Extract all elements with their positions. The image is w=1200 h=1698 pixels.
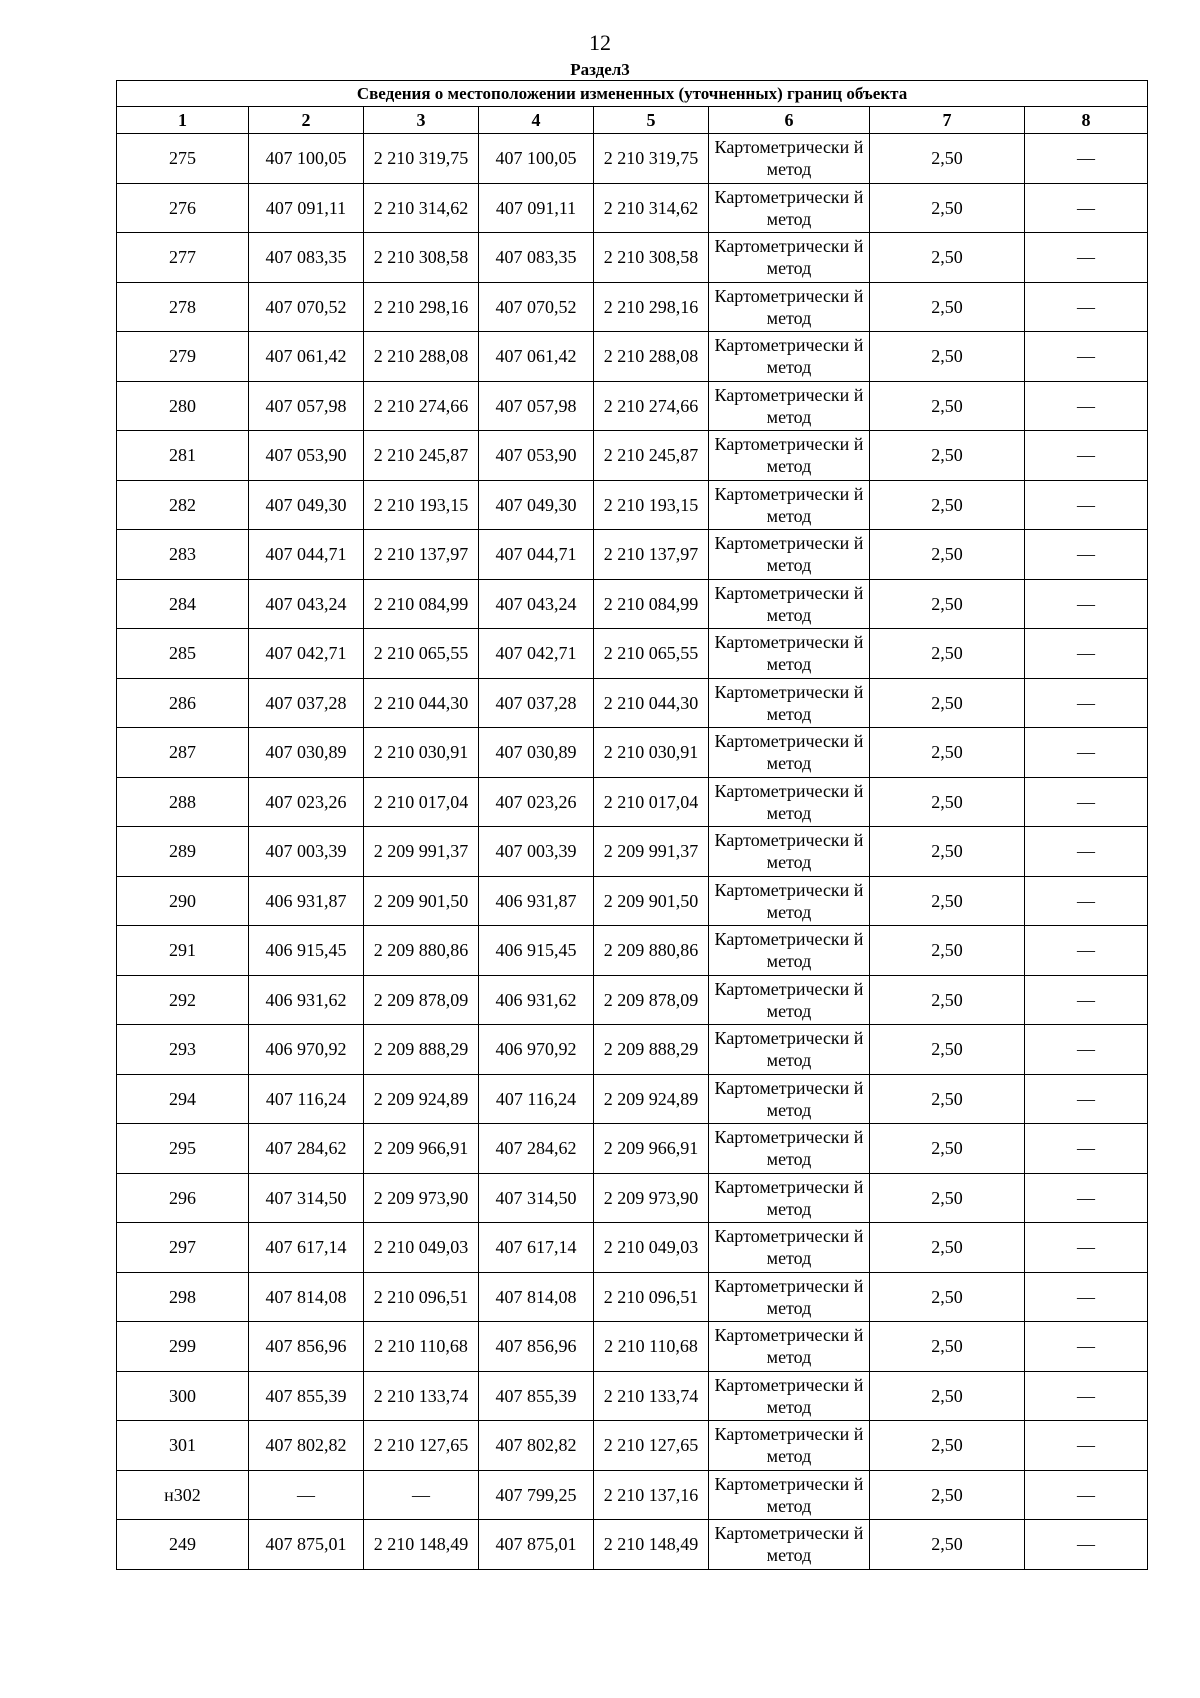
method-cell: Картометрически й метод — [709, 876, 870, 926]
old-x-cell: 407 284,62 — [249, 1124, 364, 1174]
old-x-cell: 407 042,71 — [249, 629, 364, 679]
new-y-cell: 2 209 973,90 — [594, 1173, 709, 1223]
old-y-cell: 2 210 044,30 — [364, 678, 479, 728]
table-row — [117, 1520, 1148, 1570]
column-number: 8 — [1025, 107, 1148, 134]
point-number-cell: 278 — [117, 282, 249, 332]
old-x-cell: 407 037,28 — [249, 678, 364, 728]
table-row — [117, 1025, 1148, 1075]
old-y-cell: 2 210 030,91 — [364, 728, 479, 778]
table-row — [117, 134, 1148, 184]
accuracy-cell: 2,50 — [870, 579, 1025, 629]
old-y-cell: 2 209 878,09 — [364, 975, 479, 1025]
old-y-cell: 2 210 319,75 — [364, 134, 479, 184]
accuracy-cell: 2,50 — [870, 1124, 1025, 1174]
new-x-cell: 407 049,30 — [479, 480, 594, 530]
old-y-cell: 2 209 973,90 — [364, 1173, 479, 1223]
old-x-cell: 407 061,42 — [249, 332, 364, 382]
table-row — [117, 233, 1148, 283]
description-cell: — — [1025, 777, 1148, 827]
column-number: 3 — [364, 107, 479, 134]
accuracy-cell: 2,50 — [870, 629, 1025, 679]
column-number-row — [117, 107, 1148, 134]
old-y-cell: 2 209 888,29 — [364, 1025, 479, 1075]
table-title-row — [117, 81, 1148, 107]
old-x-cell: 407 083,35 — [249, 233, 364, 283]
method-cell: Картометрически й метод — [709, 1124, 870, 1174]
accuracy-cell: 2,50 — [870, 926, 1025, 976]
accuracy-cell: 2,50 — [870, 975, 1025, 1025]
new-x-cell: 407 023,26 — [479, 777, 594, 827]
old-x-cell: 407 043,24 — [249, 579, 364, 629]
old-y-cell: 2 210 274,66 — [364, 381, 479, 431]
old-x-cell: 407 003,39 — [249, 827, 364, 877]
new-x-cell: 407 116,24 — [479, 1074, 594, 1124]
new-y-cell: 2 210 298,16 — [594, 282, 709, 332]
point-number-cell: 300 — [117, 1371, 249, 1421]
old-y-cell: 2 210 245,87 — [364, 431, 479, 481]
accuracy-cell: 2,50 — [870, 1025, 1025, 1075]
old-x-cell: 407 875,01 — [249, 1520, 364, 1570]
new-x-cell: 407 061,42 — [479, 332, 594, 382]
new-x-cell: 406 931,87 — [479, 876, 594, 926]
point-number-cell: 291 — [117, 926, 249, 976]
accuracy-cell: 2,50 — [870, 876, 1025, 926]
new-x-cell: 407 617,14 — [479, 1223, 594, 1273]
old-x-cell: 407 856,96 — [249, 1322, 364, 1372]
old-x-cell: 407 053,90 — [249, 431, 364, 481]
new-y-cell: 2 210 065,55 — [594, 629, 709, 679]
new-x-cell: 407 091,11 — [479, 183, 594, 233]
section-title: Раздел3 — [570, 60, 630, 79]
old-y-cell: 2 209 901,50 — [364, 876, 479, 926]
new-x-cell: 407 053,90 — [479, 431, 594, 481]
description-cell: — — [1025, 480, 1148, 530]
new-y-cell: 2 210 096,51 — [594, 1272, 709, 1322]
description-cell: — — [1025, 1272, 1148, 1322]
description-cell: — — [1025, 827, 1148, 877]
accuracy-cell: 2,50 — [870, 431, 1025, 481]
description-cell: — — [1025, 728, 1148, 778]
method-cell: Картометрически й метод — [709, 975, 870, 1025]
new-x-cell: 407 070,52 — [479, 282, 594, 332]
description-cell: — — [1025, 1074, 1148, 1124]
point-number-cell: 294 — [117, 1074, 249, 1124]
new-y-cell: 2 209 880,86 — [594, 926, 709, 976]
description-cell: — — [1025, 282, 1148, 332]
old-x-cell: 407 030,89 — [249, 728, 364, 778]
new-y-cell: 2 210 127,65 — [594, 1421, 709, 1471]
new-x-cell: 407 855,39 — [479, 1371, 594, 1421]
old-x-cell: 407 100,05 — [249, 134, 364, 184]
method-cell: Картометрически й метод — [709, 1173, 870, 1223]
new-y-cell: 2 210 030,91 — [594, 728, 709, 778]
old-y-cell: 2 210 084,99 — [364, 579, 479, 629]
new-x-cell: 407 799,25 — [479, 1470, 594, 1520]
old-y-cell: 2 210 096,51 — [364, 1272, 479, 1322]
table-row — [117, 1470, 1148, 1520]
new-x-cell: 407 037,28 — [479, 678, 594, 728]
new-y-cell: 2 209 966,91 — [594, 1124, 709, 1174]
new-y-cell: 2 209 991,37 — [594, 827, 709, 877]
point-number-cell: 295 — [117, 1124, 249, 1174]
old-y-cell: 2 210 193,15 — [364, 480, 479, 530]
point-number-cell: 280 — [117, 381, 249, 431]
description-cell: — — [1025, 975, 1148, 1025]
new-y-cell: 2 210 274,66 — [594, 381, 709, 431]
description-cell: — — [1025, 134, 1148, 184]
description-cell: — — [1025, 1124, 1148, 1174]
new-x-cell: 407 083,35 — [479, 233, 594, 283]
old-x-cell: 406 970,92 — [249, 1025, 364, 1075]
description-cell: — — [1025, 530, 1148, 580]
accuracy-cell: 2,50 — [870, 1223, 1025, 1273]
old-x-cell: 407 049,30 — [249, 480, 364, 530]
new-x-cell: 407 802,82 — [479, 1421, 594, 1471]
table-row — [117, 678, 1148, 728]
new-y-cell: 2 210 193,15 — [594, 480, 709, 530]
table-row — [117, 876, 1148, 926]
table-row — [117, 183, 1148, 233]
new-x-cell: 407 284,62 — [479, 1124, 594, 1174]
table-row — [117, 530, 1148, 580]
column-number: 4 — [479, 107, 594, 134]
accuracy-cell: 2,50 — [870, 183, 1025, 233]
method-cell: Картометрически й метод — [709, 134, 870, 184]
new-y-cell: 2 210 288,08 — [594, 332, 709, 382]
accuracy-cell: 2,50 — [870, 134, 1025, 184]
method-cell: Картометрически й метод — [709, 381, 870, 431]
new-y-cell: 2 210 049,03 — [594, 1223, 709, 1273]
table-row — [117, 282, 1148, 332]
page-number: 12 — [589, 30, 611, 55]
old-x-cell: 407 116,24 — [249, 1074, 364, 1124]
new-x-cell: 407 043,24 — [479, 579, 594, 629]
point-number-cell: 276 — [117, 183, 249, 233]
description-cell: — — [1025, 233, 1148, 283]
old-y-cell: 2 210 049,03 — [364, 1223, 479, 1273]
new-y-cell: 2 210 044,30 — [594, 678, 709, 728]
table-row — [117, 1371, 1148, 1421]
accuracy-cell: 2,50 — [870, 678, 1025, 728]
description-cell: — — [1025, 1421, 1148, 1471]
method-cell: Картометрически й метод — [709, 629, 870, 679]
description-cell: — — [1025, 1520, 1148, 1570]
method-cell: Картометрически й метод — [709, 1272, 870, 1322]
method-cell: Картометрически й метод — [709, 431, 870, 481]
old-x-cell: 406 931,62 — [249, 975, 364, 1025]
new-x-cell: 407 314,50 — [479, 1173, 594, 1223]
old-x-cell: 407 023,26 — [249, 777, 364, 827]
old-x-cell: 407 091,11 — [249, 183, 364, 233]
point-number-cell: 285 — [117, 629, 249, 679]
new-y-cell: 2 210 148,49 — [594, 1520, 709, 1570]
description-cell: — — [1025, 876, 1148, 926]
old-x-cell: 407 855,39 — [249, 1371, 364, 1421]
column-number: 7 — [870, 107, 1025, 134]
table-row — [117, 1173, 1148, 1223]
accuracy-cell: 2,50 — [870, 1272, 1025, 1322]
accuracy-cell: 2,50 — [870, 1371, 1025, 1421]
point-number-cell: 301 — [117, 1421, 249, 1471]
point-number-cell: 289 — [117, 827, 249, 877]
new-y-cell: 2 210 110,68 — [594, 1322, 709, 1372]
old-y-cell: 2 210 065,55 — [364, 629, 479, 679]
new-y-cell: 2 209 901,50 — [594, 876, 709, 926]
table-row — [117, 975, 1148, 1025]
accuracy-cell: 2,50 — [870, 827, 1025, 877]
old-x-cell: 407 814,08 — [249, 1272, 364, 1322]
old-y-cell: 2 210 298,16 — [364, 282, 479, 332]
method-cell: Картометрически й метод — [709, 332, 870, 382]
method-cell: Картометрически й метод — [709, 1322, 870, 1372]
new-y-cell: 2 210 133,74 — [594, 1371, 709, 1421]
new-y-cell: 2 210 137,16 — [594, 1470, 709, 1520]
old-y-cell: 2 210 314,62 — [364, 183, 479, 233]
point-number-cell: 288 — [117, 777, 249, 827]
new-x-cell: 406 970,92 — [479, 1025, 594, 1075]
table-row — [117, 777, 1148, 827]
accuracy-cell: 2,50 — [870, 728, 1025, 778]
old-x-cell: 407 070,52 — [249, 282, 364, 332]
new-x-cell: 407 100,05 — [479, 134, 594, 184]
old-x-cell: — — [249, 1470, 364, 1520]
point-number-cell: 249 — [117, 1520, 249, 1570]
point-number-cell: 299 — [117, 1322, 249, 1372]
old-x-cell: 406 931,87 — [249, 876, 364, 926]
point-number-cell: 277 — [117, 233, 249, 283]
accuracy-cell: 2,50 — [870, 1421, 1025, 1471]
new-y-cell: 2 210 137,97 — [594, 530, 709, 580]
old-x-cell: 407 057,98 — [249, 381, 364, 431]
point-number-cell: 290 — [117, 876, 249, 926]
old-y-cell: 2 209 924,89 — [364, 1074, 479, 1124]
table-row — [117, 1272, 1148, 1322]
new-x-cell: 407 057,98 — [479, 381, 594, 431]
old-y-cell: 2 210 148,49 — [364, 1520, 479, 1570]
method-cell: Картометрически й метод — [709, 1371, 870, 1421]
description-cell: — — [1025, 1025, 1148, 1075]
point-number-cell: 297 — [117, 1223, 249, 1273]
old-x-cell: 407 802,82 — [249, 1421, 364, 1471]
point-number-cell: н302 — [117, 1470, 249, 1520]
point-number-cell: 282 — [117, 480, 249, 530]
new-y-cell: 2 210 017,04 — [594, 777, 709, 827]
old-y-cell: — — [364, 1470, 479, 1520]
table-row — [117, 1322, 1148, 1372]
table-row — [117, 1223, 1148, 1273]
table-row — [117, 480, 1148, 530]
table-row — [117, 579, 1148, 629]
description-cell: — — [1025, 183, 1148, 233]
method-cell: Картометрически й метод — [709, 1520, 870, 1570]
method-cell: Картометрически й метод — [709, 1025, 870, 1075]
method-cell: Картометрически й метод — [709, 183, 870, 233]
old-y-cell: 2 210 127,65 — [364, 1421, 479, 1471]
old-y-cell: 2 210 288,08 — [364, 332, 479, 382]
table-row — [117, 381, 1148, 431]
method-cell: Картометрически й метод — [709, 827, 870, 877]
table-row — [117, 629, 1148, 679]
point-number-cell: 283 — [117, 530, 249, 580]
accuracy-cell: 2,50 — [870, 530, 1025, 580]
new-x-cell: 406 931,62 — [479, 975, 594, 1025]
point-number-cell: 281 — [117, 431, 249, 481]
table-body — [117, 134, 1148, 1570]
new-y-cell: 2 209 878,09 — [594, 975, 709, 1025]
method-cell: Картометрически й метод — [709, 1470, 870, 1520]
old-x-cell: 407 617,14 — [249, 1223, 364, 1273]
table-row — [117, 728, 1148, 778]
point-number-cell: 279 — [117, 332, 249, 382]
table-row — [117, 926, 1148, 976]
old-y-cell: 2 210 110,68 — [364, 1322, 479, 1372]
method-cell: Картометрически й метод — [709, 282, 870, 332]
description-cell: — — [1025, 1173, 1148, 1223]
old-y-cell: 2 210 137,97 — [364, 530, 479, 580]
description-cell: — — [1025, 431, 1148, 481]
description-cell: — — [1025, 926, 1148, 976]
table-row — [117, 332, 1148, 382]
table-row — [117, 827, 1148, 877]
accuracy-cell: 2,50 — [870, 777, 1025, 827]
method-cell: Картометрически й метод — [709, 530, 870, 580]
new-y-cell: 2 210 245,87 — [594, 431, 709, 481]
table-title: Сведения о местоположении измененных (уточненных) границ объекта — [117, 81, 1148, 107]
accuracy-cell: 2,50 — [870, 282, 1025, 332]
new-x-cell: 407 814,08 — [479, 1272, 594, 1322]
old-y-cell: 2 210 017,04 — [364, 777, 479, 827]
method-cell: Картометрически й метод — [709, 1223, 870, 1273]
accuracy-cell: 2,50 — [870, 1074, 1025, 1124]
description-cell: — — [1025, 629, 1148, 679]
method-cell: Картометрически й метод — [709, 926, 870, 976]
column-number: 2 — [249, 107, 364, 134]
old-y-cell: 2 209 880,86 — [364, 926, 479, 976]
new-x-cell: 407 003,39 — [479, 827, 594, 877]
accuracy-cell: 2,50 — [870, 381, 1025, 431]
accuracy-cell: 2,50 — [870, 1520, 1025, 1570]
description-cell: — — [1025, 1322, 1148, 1372]
accuracy-cell: 2,50 — [870, 332, 1025, 382]
new-y-cell: 2 209 924,89 — [594, 1074, 709, 1124]
old-x-cell: 407 314,50 — [249, 1173, 364, 1223]
new-x-cell: 407 030,89 — [479, 728, 594, 778]
method-cell: Картометрически й метод — [709, 233, 870, 283]
old-y-cell: 2 209 991,37 — [364, 827, 479, 877]
boundary-coordinates-table — [116, 80, 1148, 1570]
description-cell: — — [1025, 1371, 1148, 1421]
point-number-cell: 287 — [117, 728, 249, 778]
column-number: 5 — [594, 107, 709, 134]
new-y-cell: 2 210 319,75 — [594, 134, 709, 184]
point-number-cell: 293 — [117, 1025, 249, 1075]
accuracy-cell: 2,50 — [870, 1322, 1025, 1372]
point-number-cell: 298 — [117, 1272, 249, 1322]
new-y-cell: 2 210 308,58 — [594, 233, 709, 283]
table-row — [117, 1421, 1148, 1471]
old-y-cell: 2 210 133,74 — [364, 1371, 479, 1421]
new-y-cell: 2 210 084,99 — [594, 579, 709, 629]
new-y-cell: 2 209 888,29 — [594, 1025, 709, 1075]
point-number-cell: 296 — [117, 1173, 249, 1223]
table-row — [117, 1124, 1148, 1174]
method-cell: Картометрически й метод — [709, 1074, 870, 1124]
old-y-cell: 2 209 966,91 — [364, 1124, 479, 1174]
description-cell: — — [1025, 1470, 1148, 1520]
method-cell: Картометрически й метод — [709, 579, 870, 629]
description-cell: — — [1025, 381, 1148, 431]
method-cell: Картометрически й метод — [709, 728, 870, 778]
method-cell: Картометрически й метод — [709, 678, 870, 728]
column-number: 1 — [117, 107, 249, 134]
accuracy-cell: 2,50 — [870, 480, 1025, 530]
method-cell: Картометрически й метод — [709, 777, 870, 827]
description-cell: — — [1025, 678, 1148, 728]
column-number: 6 — [709, 107, 870, 134]
new-x-cell: 407 042,71 — [479, 629, 594, 679]
point-number-cell: 292 — [117, 975, 249, 1025]
new-x-cell: 407 044,71 — [479, 530, 594, 580]
table-row — [117, 431, 1148, 481]
old-x-cell: 407 044,71 — [249, 530, 364, 580]
new-x-cell: 407 856,96 — [479, 1322, 594, 1372]
description-cell: — — [1025, 332, 1148, 382]
new-x-cell: 406 915,45 — [479, 926, 594, 976]
description-cell: — — [1025, 1223, 1148, 1273]
method-cell: Картометрически й метод — [709, 480, 870, 530]
point-number-cell: 275 — [117, 134, 249, 184]
point-number-cell: 286 — [117, 678, 249, 728]
old-x-cell: 406 915,45 — [249, 926, 364, 976]
accuracy-cell: 2,50 — [870, 1173, 1025, 1223]
new-y-cell: 2 210 314,62 — [594, 183, 709, 233]
accuracy-cell: 2,50 — [870, 233, 1025, 283]
old-y-cell: 2 210 308,58 — [364, 233, 479, 283]
new-x-cell: 407 875,01 — [479, 1520, 594, 1570]
table-row — [117, 1074, 1148, 1124]
description-cell: — — [1025, 579, 1148, 629]
accuracy-cell: 2,50 — [870, 1470, 1025, 1520]
point-number-cell: 284 — [117, 579, 249, 629]
method-cell: Картометрически й метод — [709, 1421, 870, 1471]
